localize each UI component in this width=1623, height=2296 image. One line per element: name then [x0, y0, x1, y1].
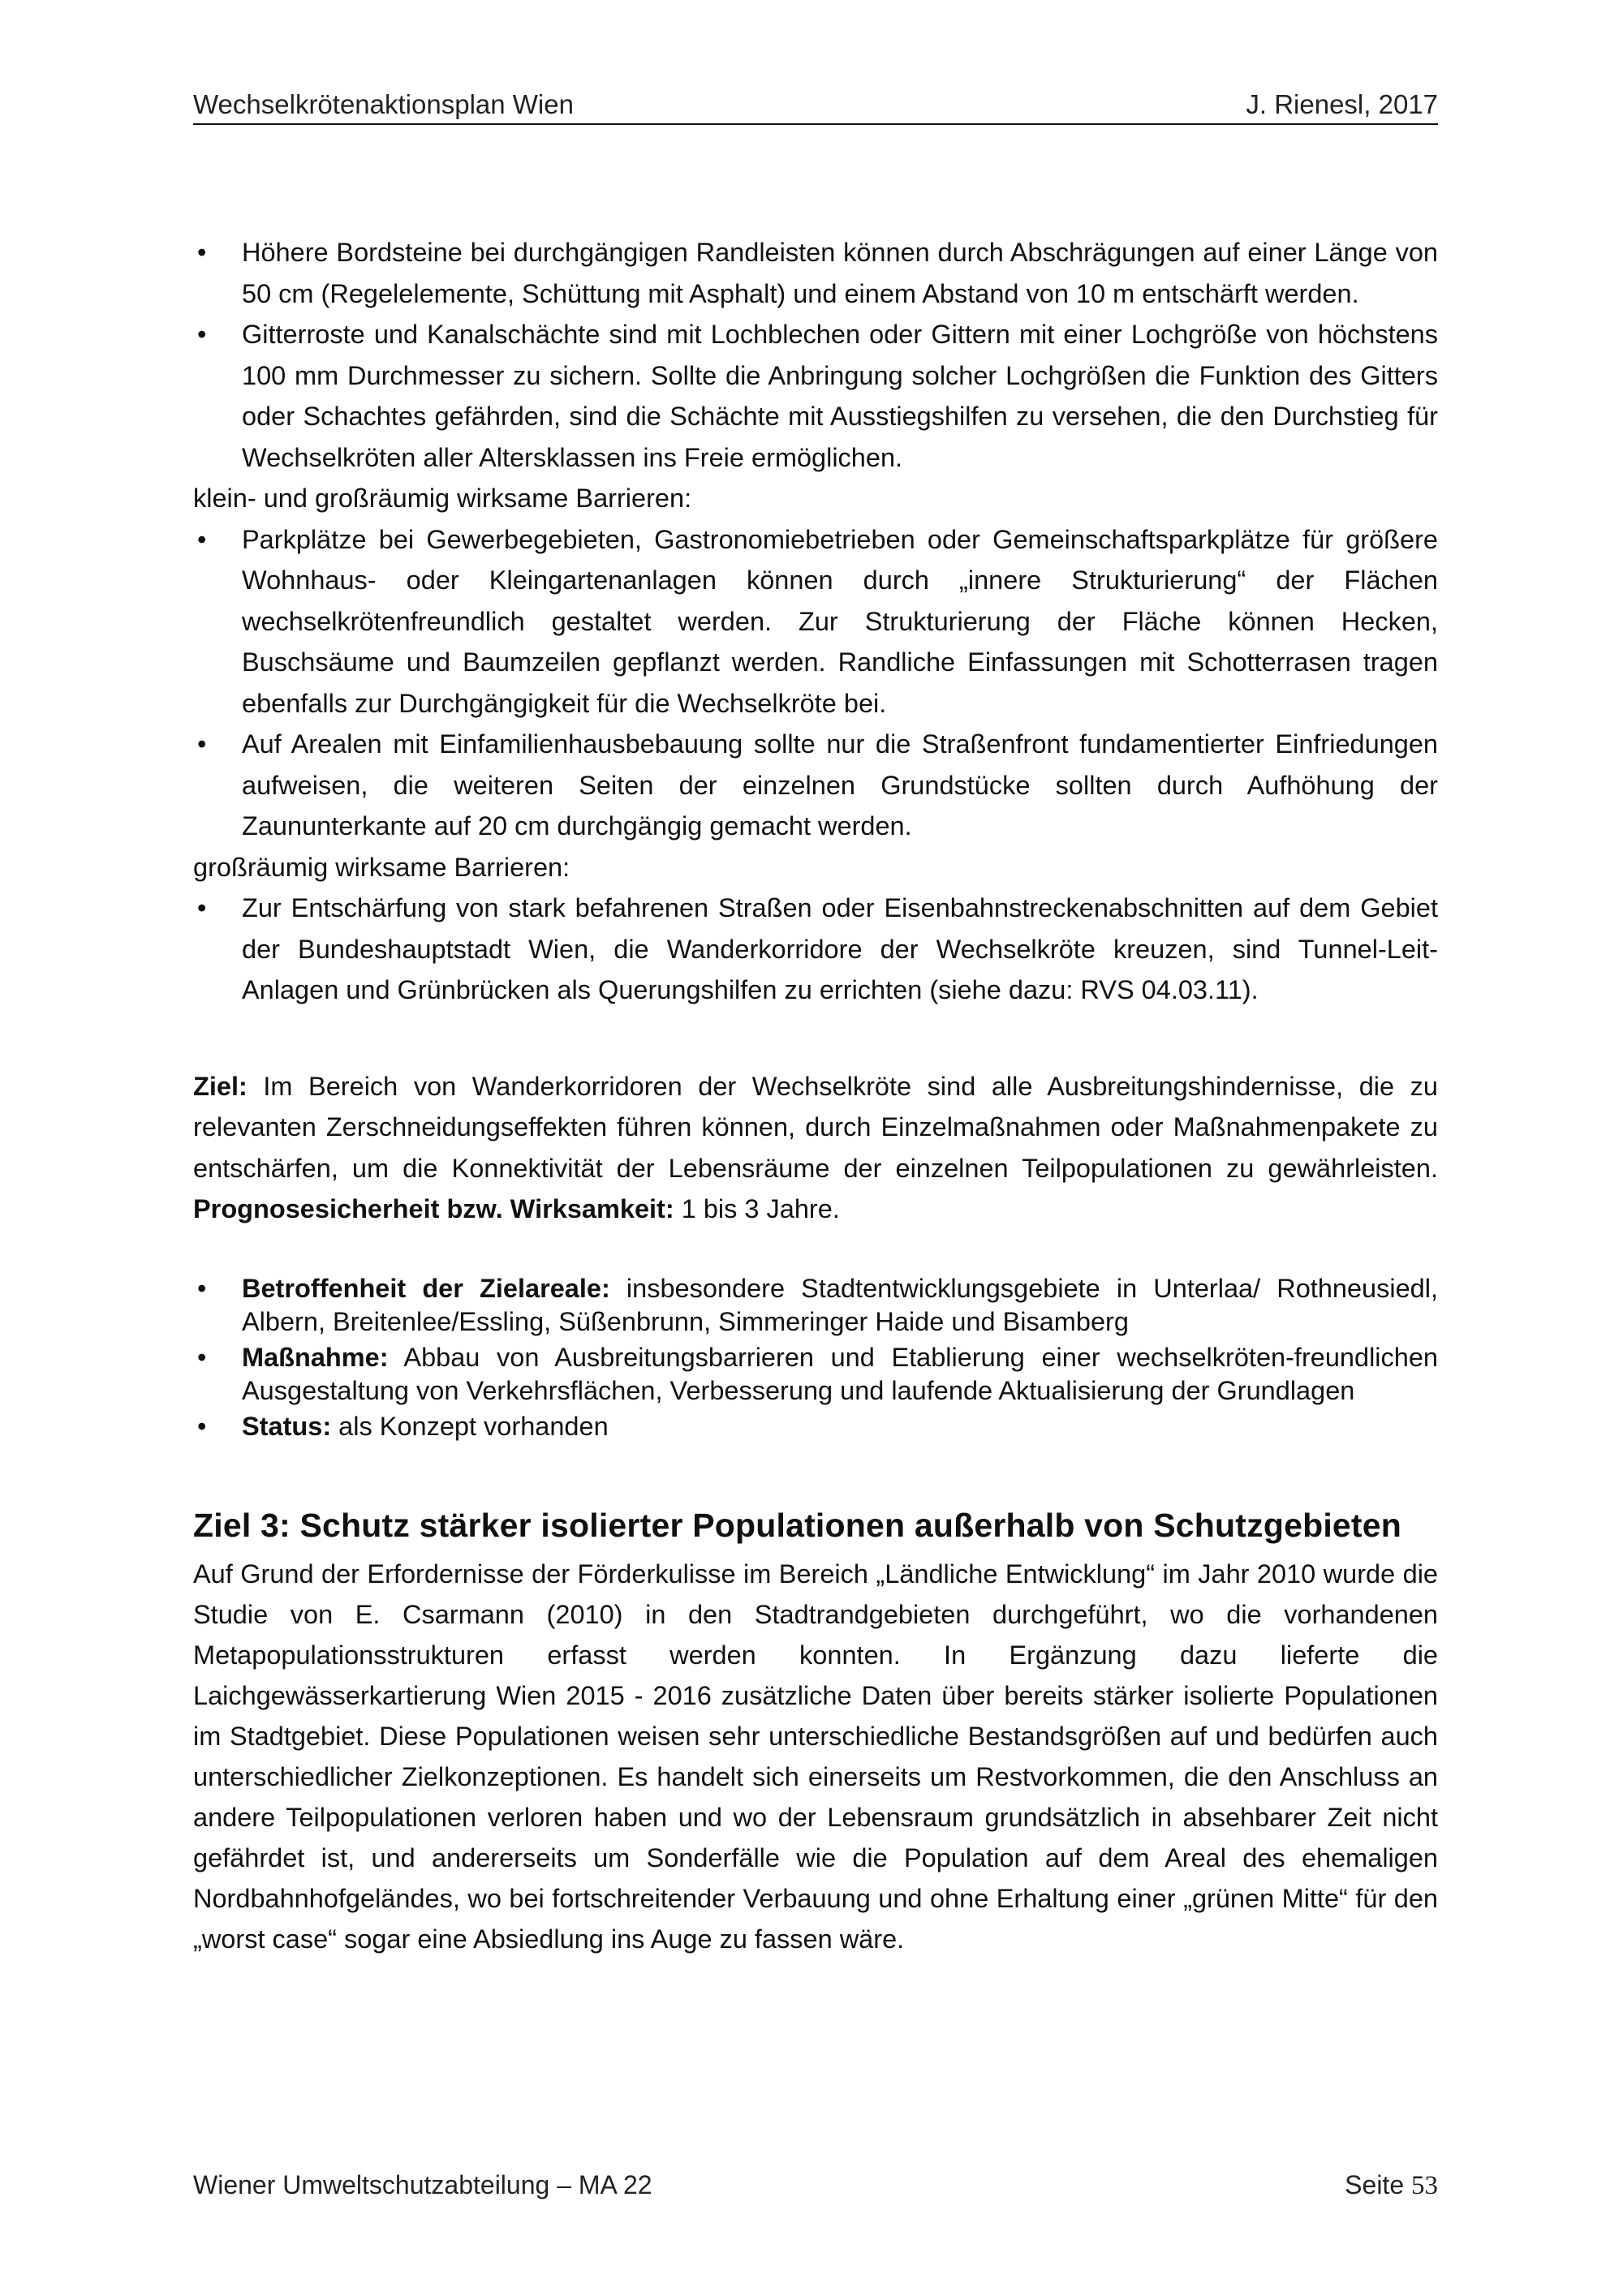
prognosis-label: Prognosesicherheit bzw. Wirksamkeit: — [193, 1194, 674, 1223]
item-text: insbesondere Stadtentwicklungsgebiete in Unterlaa/ Rothneusiedl, Albern, Breitenlee/Essling, Süßenbrunn, Simmeringer Haide und Bisamberg — [242, 1273, 1439, 1336]
list-item-status — [193, 1410, 1438, 1444]
header-author: J. Rienesl, 2017 — [1246, 89, 1438, 119]
item-label: Status: — [242, 1411, 332, 1441]
list-item: • Gitterroste und Kanalschächte sind mit Lochblechen oder Gittern mit einer Lochgröße von höchstens 100 mm Durchmesser zu sichern. Sollte die Anbringung solcher Lochgrößen die Funktion des Gitters oder Schachtes gefährden, sind die Schächte mit Ausstiegshilfen zu versehen, die den Durchstieg für Wechselkröten aller Altersklassen ins Freie ermöglichen. — [193, 314, 1438, 478]
footer-page — [1345, 2170, 1438, 2201]
footer-department: Wiener Umweltschutzabteilung – MA 22 — [193, 2170, 652, 2199]
section-heading: Ziel 3: Schutz stärker isolierter Populationen außerhalb von Schutzgebieten — [193, 1507, 1402, 1544]
item-label: Maßnahme: — [242, 1342, 389, 1372]
ziel-paragraph — [193, 1066, 1438, 1230]
list-item: • Zur Entschärfung von stark befahrenen Straßen oder Eisenbahnstreckenabschnitten auf dem Gebiet der Bundeshauptstadt Wien, die Wanderkorridore der Wechselkröte kreuzen, sind Tunnel-Leit-Anlagen und Grünbrücken als Querungshilfen zu errichten (siehe dazu: RVS 04.03.11). — [193, 888, 1438, 1011]
top-bullet-list — [193, 232, 1438, 478]
ziel-text: Im Bereich von Wanderkorridoren der Wechselkröte sind alle Ausbreitungshindernisse, die zu relevanten Zerschneidungseffekten führen können, durch Einzelmaßnahmen oder Maßnahmenpakete zu entschärfen, um die Konnektivität der Lebensräume der einzelnen Teilpopulationen zu gewährleisten. — [193, 1071, 1438, 1183]
list-item: • Auf Arealen mit Einfamilienhausbebauung sollte nur die Straßenfront fundamentierter Einfriedungen aufweisen, die weiteren Seiten der einzelnen Grundstücke sollten durch Aufhöhung der Zaununterkante auf 20 cm durchgängig gemacht werden. — [193, 724, 1438, 847]
item-text: Abbau von Ausbreitungsbarrieren und Etablierung einer wechselkröten-freundlichen Ausgestaltung von Verkehrsflächen, Verbesserung und laufende Aktualisierung der Grundlagen — [242, 1342, 1438, 1405]
ziel-label: Ziel: — [193, 1071, 248, 1101]
item-label: Betroffenheit der Zielareale: — [242, 1273, 610, 1303]
measure-list — [193, 1272, 1438, 1444]
list-item-affected-areas — [193, 1272, 1438, 1339]
page-footer — [193, 2170, 1438, 2201]
prognosis-text: 1 bis 3 Jahre. — [674, 1194, 840, 1223]
page-number: 53 — [1411, 2171, 1438, 2200]
item-text: als Konzept vorhanden — [331, 1411, 609, 1441]
subheading-small-large-barriers: klein- und großräumig wirksame Barrieren: — [193, 484, 692, 513]
g-bullet-list — [193, 888, 1438, 1011]
list-item-measure — [193, 1341, 1438, 1408]
list-item: • Höhere Bordsteine bei durchgängigen Randleisten können durch Abschrägungen auf einer Länge von 50 cm (Regelelemente, Schüttung mit Asphalt) und einem Abstand von 10 m entschärft werden. — [193, 232, 1438, 314]
page-header — [193, 89, 1438, 125]
main-content — [193, 232, 1438, 1230]
section-paragraph: Auf Grund der Erfordernisse der Förderkulisse im Bereich „Ländliche Entwicklung“ im Jahr 2010 wurde die Studie von E. Csarmann (2010) in den Stadtrandgebieten durchgeführt, wo die vorhandenen Metapopulationsstrukturen erfasst werden konnten. In Ergänzung dazu lieferte die Laichgewässerkartierung Wien 2015 - 2016 zusätzliche Daten über bereits stärker isolierte Populationen im Stadtgebiet. Diese Populationen weisen sehr unterschiedliche Bestandsgrößen auf und bedürfen auch unterschiedlicher Zielkonzeptionen. Es handelt sich einerseits um Restvorkommen, die den Anschluss an andere Teilpopulationen verloren haben und wo der Lebensraum grundsätzlich in absehbarer Zeit nicht gefährdet ist, und andererseits um Sonderfälle wie die Population auf dem Areal des ehemaligen Nordbahnhofgeländes, wo bei fortschreitender Verbauung und ohne Erhaltung einer „grünen Mitte“ für den „worst case“ sogar eine Absiedlung ins Auge zu fassen wäre. — [193, 1559, 1438, 1954]
document-page — [193, 89, 1438, 1959]
header-title: Wechselkrötenaktionsplan Wien — [193, 89, 574, 119]
kg-bullet-list — [193, 519, 1438, 847]
subheading-large-barriers: großräumig wirksame Barrieren: — [193, 852, 570, 882]
page-label: Seite — [1345, 2170, 1411, 2199]
list-item: • Parkplätze bei Gewerbegebieten, Gastronomiebetrieben oder Gemeinschaftsparkplätze für größere Wohnhaus- oder Kleingartenanlagen können durch „innere Strukturierung“ der Flächen wechselkrötenfreundlich gestaltet werden. Zur Strukturierung der Fläche können Hecken, Buschsäume und Baumzeilen gepflanzt werden. Randliche Einfassungen mit Schotterrasen tragen ebenfalls zur Durchgängigkeit für die Wechselkröte bei. — [193, 519, 1438, 724]
